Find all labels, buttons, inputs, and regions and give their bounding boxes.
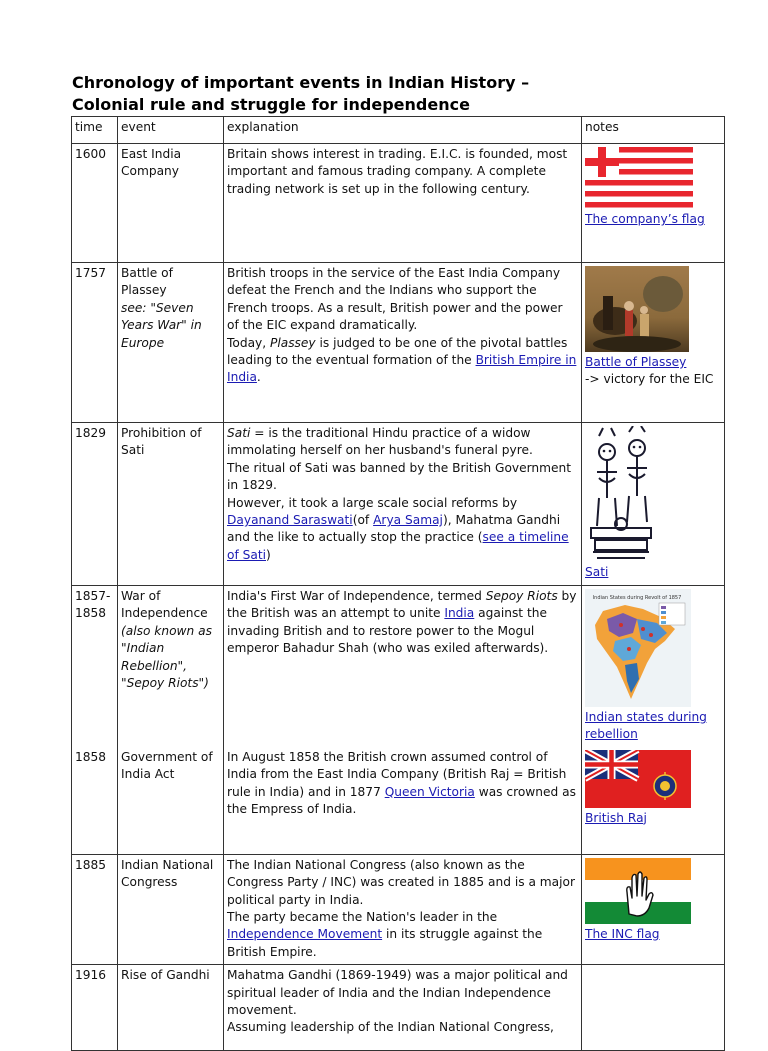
- cell-notes: [582, 586, 725, 747]
- text: = is the traditional Hindu practice of a widow immolating herself on her husband's funeral pyre.: [227, 426, 533, 458]
- british-empire-link[interactable]: British Empire in India: [227, 353, 577, 385]
- india-link[interactable]: India: [444, 606, 475, 621]
- cell-explanation: [224, 586, 582, 747]
- cell-explanation: [224, 263, 582, 423]
- explanation-paragraph: [227, 749, 578, 819]
- text: was crowned as the Empress of India.: [227, 784, 576, 817]
- table-row: [72, 965, 725, 1051]
- header-event: event: [118, 117, 224, 144]
- table-row: [72, 144, 725, 263]
- battle-of-plassey-link[interactable]: Battle of Plassey: [585, 355, 687, 369]
- cell-time: 1858: [72, 747, 118, 855]
- cell-notes: [582, 747, 725, 855]
- cell-event: Rise of Gandhi: [118, 965, 224, 1051]
- indian-states-rebellion-link[interactable]: Indian states during rebellion: [585, 710, 707, 742]
- cell-notes: [582, 854, 725, 964]
- cell-event: Prohibition of Sati: [118, 423, 224, 586]
- explanation-paragraph: [227, 588, 578, 658]
- text: The party became the Nation's leader in the: [227, 910, 498, 925]
- explanation-paragraph: The Indian National Congress (also known as the Congress Party / INC) was created in 1885 and is a major political party in India.: [227, 857, 575, 907]
- header-explanation: explanation: [224, 117, 582, 144]
- eic-flag-link[interactable]: The company’s flag: [585, 212, 705, 226]
- inc-flag-image: [585, 858, 691, 924]
- cell-explanation: Britain shows interest in trading. E.I.C. is founded, most important and famous trading company. A complete trading network is set up in the following century.: [224, 144, 582, 263]
- explanation-paragraph: [227, 425, 578, 460]
- sati-timeline-link[interactable]: see a timeline of Sati: [227, 530, 569, 562]
- rebellion-map-image: [585, 589, 691, 707]
- text: (of: [352, 513, 374, 528]
- table-row: [72, 263, 725, 423]
- emphasis: Sepoy Riots: [485, 589, 558, 603]
- eic-flag-image: [585, 147, 693, 209]
- table-row: [72, 747, 725, 855]
- map-title: Indian States during Revolt of 1857: [592, 595, 682, 601]
- table-row: [72, 423, 725, 586]
- cell-explanation: [224, 747, 582, 855]
- text: India's First War of Independence, termed: [227, 589, 486, 603]
- header-notes: notes: [582, 117, 725, 144]
- text: by the British was an attempt to unite: [227, 589, 577, 621]
- cell-notes: [582, 965, 725, 1051]
- queen-victoria-link[interactable]: Queen Victoria: [384, 784, 475, 799]
- cell-explanation: [224, 965, 582, 1051]
- text: ), Mahatma Gandhi and the like to actually stop the practice (: [227, 513, 561, 545]
- table-row: [72, 854, 725, 964]
- cell-event: [118, 263, 224, 423]
- explanation-paragraph: Mahatma Gandhi (1869-1949) was a major political and spiritual leader of India and the Indian Independence movement.: [227, 968, 568, 1018]
- text: In August 1858 the British crown assumed control of India from the East India Company (British Raj = British rule in India) and in 1877: [227, 749, 567, 799]
- cell-explanation: [224, 423, 582, 586]
- explanation-paragraph: [227, 335, 578, 387]
- title-line-1: Chronology of important events in Indian History –: [72, 73, 530, 92]
- cell-time: 1916: [72, 965, 118, 1051]
- cell-event: Indian National Congress: [118, 854, 224, 964]
- sati-link[interactable]: Sati: [585, 565, 609, 579]
- dayanand-saraswati-link[interactable]: Dayanand Saraswati: [227, 513, 353, 528]
- text: Today,: [227, 335, 270, 350]
- cell-event: [118, 586, 224, 747]
- document-title: [72, 72, 529, 116]
- table-header-row: [72, 117, 725, 144]
- text: ): [266, 547, 271, 562]
- independence-movement-link[interactable]: Independence Movement: [227, 927, 383, 942]
- british-raj-flag-image: [585, 750, 691, 808]
- cell-notes: [582, 263, 725, 423]
- inc-flag-link[interactable]: The INC flag: [585, 926, 660, 941]
- text: in its struggle against the British Empire.: [227, 927, 543, 959]
- cell-time: 1857-1858: [72, 586, 118, 747]
- explanation-paragraph: [227, 495, 578, 565]
- cell-time: 1757: [72, 263, 118, 423]
- note-text: -> victory for the EIC: [585, 372, 714, 387]
- title-line-2: Colonial rule and struggle for independence: [72, 95, 470, 114]
- event-title: War of Independence: [121, 589, 208, 621]
- cell-time: 1885: [72, 854, 118, 964]
- explanation-paragraph: The ritual of Sati was banned by the British Government in 1829.: [227, 460, 572, 493]
- cell-event: East India Company: [118, 144, 224, 263]
- explanation-paragraph: [227, 909, 578, 961]
- history-table: [71, 116, 725, 1051]
- emphasis: Sati: [227, 426, 251, 440]
- text: .: [256, 370, 261, 385]
- cell-notes: [582, 144, 725, 263]
- cell-event: Government of India Act: [118, 747, 224, 855]
- cell-time: 1600: [72, 144, 118, 263]
- cell-notes: [582, 423, 725, 586]
- event-note: (also known as "Indian Rebellion", "Sepoy Riots"): [121, 623, 212, 691]
- event-title: Battle of Plassey: [121, 266, 173, 298]
- sati-illustration: [585, 426, 657, 562]
- arya-samaj-link[interactable]: Arya Samaj: [373, 513, 443, 528]
- battle-of-plassey-painting: [585, 266, 689, 352]
- table-row: [72, 586, 725, 747]
- cell-time: 1829: [72, 423, 118, 586]
- explanation-paragraph: British troops in the service of the East India Company defeat the French and the Indians who support the French troops. As a result, British power and the power of the EIC expand dramatically.: [227, 266, 563, 333]
- text: However, it took a large scale social reforms by: [227, 495, 518, 510]
- header-time: time: [72, 117, 118, 144]
- event-note: see: "Seven Years War" in Europe: [121, 300, 202, 350]
- british-raj-link[interactable]: British Raj: [585, 810, 647, 825]
- explanation-paragraph: Assuming leadership of the Indian National Congress,: [227, 1020, 554, 1035]
- text: is judged to be one of the pivotal battles leading to the eventual formation of the: [227, 335, 568, 368]
- cell-explanation: [224, 854, 582, 964]
- text: against the invading British and to restore power to the Mogul emperor Bahadur Shah (who was exiled afterwards).: [227, 606, 549, 656]
- emphasis: Plassey: [270, 335, 316, 350]
